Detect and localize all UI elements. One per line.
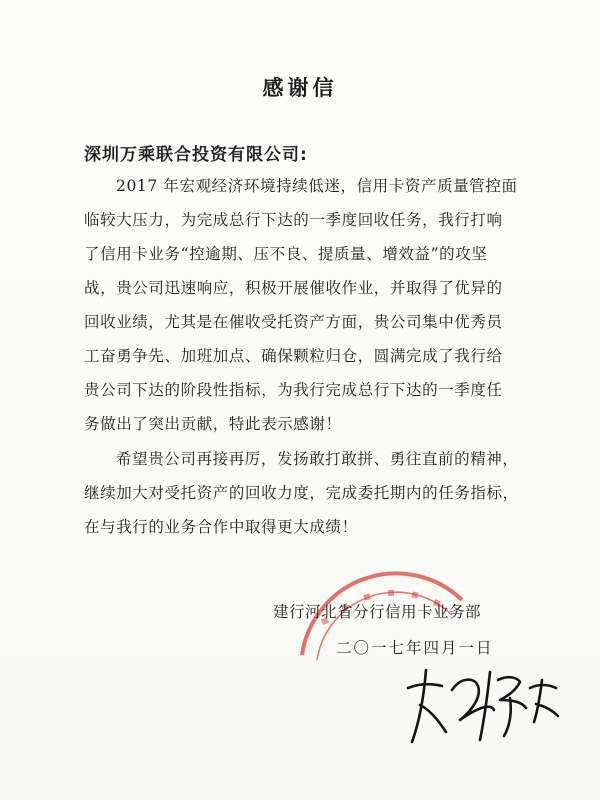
paragraph-line: 希望贵公司再接再厉，发扬敢打敢拼、勇往直前的精神， bbox=[116, 450, 519, 468]
paragraph-line: 战，贵公司迅速响应，积极开展催收作业，并取得了优异的 bbox=[84, 279, 503, 297]
paragraph-line: 贵公司下达的阶段性指标，为我行完成总行下达的一季度任 bbox=[84, 381, 503, 399]
paragraph-line: 继续加大对受托资产的回收力度，完成委托期内的任务指标， bbox=[84, 484, 519, 502]
sender-department: 建行河北省分行信用卡业务部 bbox=[273, 603, 482, 621]
paragraph-line: 回收业绩，尤其是在催收受托资产方面，贵公司集中优秀员 bbox=[84, 313, 503, 331]
paragraph-line: 临较大压力，为完成总行下达的一季度回收任务，我行打响 bbox=[84, 211, 503, 229]
paragraph-line: 2017 年宏观经济环境持续低迷，信用卡资产质量管控面 bbox=[116, 177, 518, 195]
paragraph-line: 务做出了突出贡献，特此表示感谢！ bbox=[84, 415, 342, 433]
salutation: 深圳万乘联合投资有限公司: bbox=[84, 145, 308, 165]
letter-date: 二〇一七年四月一日 bbox=[336, 639, 494, 657]
paragraph-line: 工奋勇争先、加班加点、确保颗粒归仓，圆满完成了我行给 bbox=[84, 347, 503, 365]
paragraph-line: 了信用卡业务“控逾期、压不良、提质量、增效益”的攻坚 bbox=[84, 245, 488, 263]
letter-title: 感谢信 bbox=[262, 76, 338, 100]
paragraph-line: 在与我行的业务合作中取得更大成绩！ bbox=[84, 518, 358, 536]
handwritten-signature-icon bbox=[390, 650, 570, 760]
